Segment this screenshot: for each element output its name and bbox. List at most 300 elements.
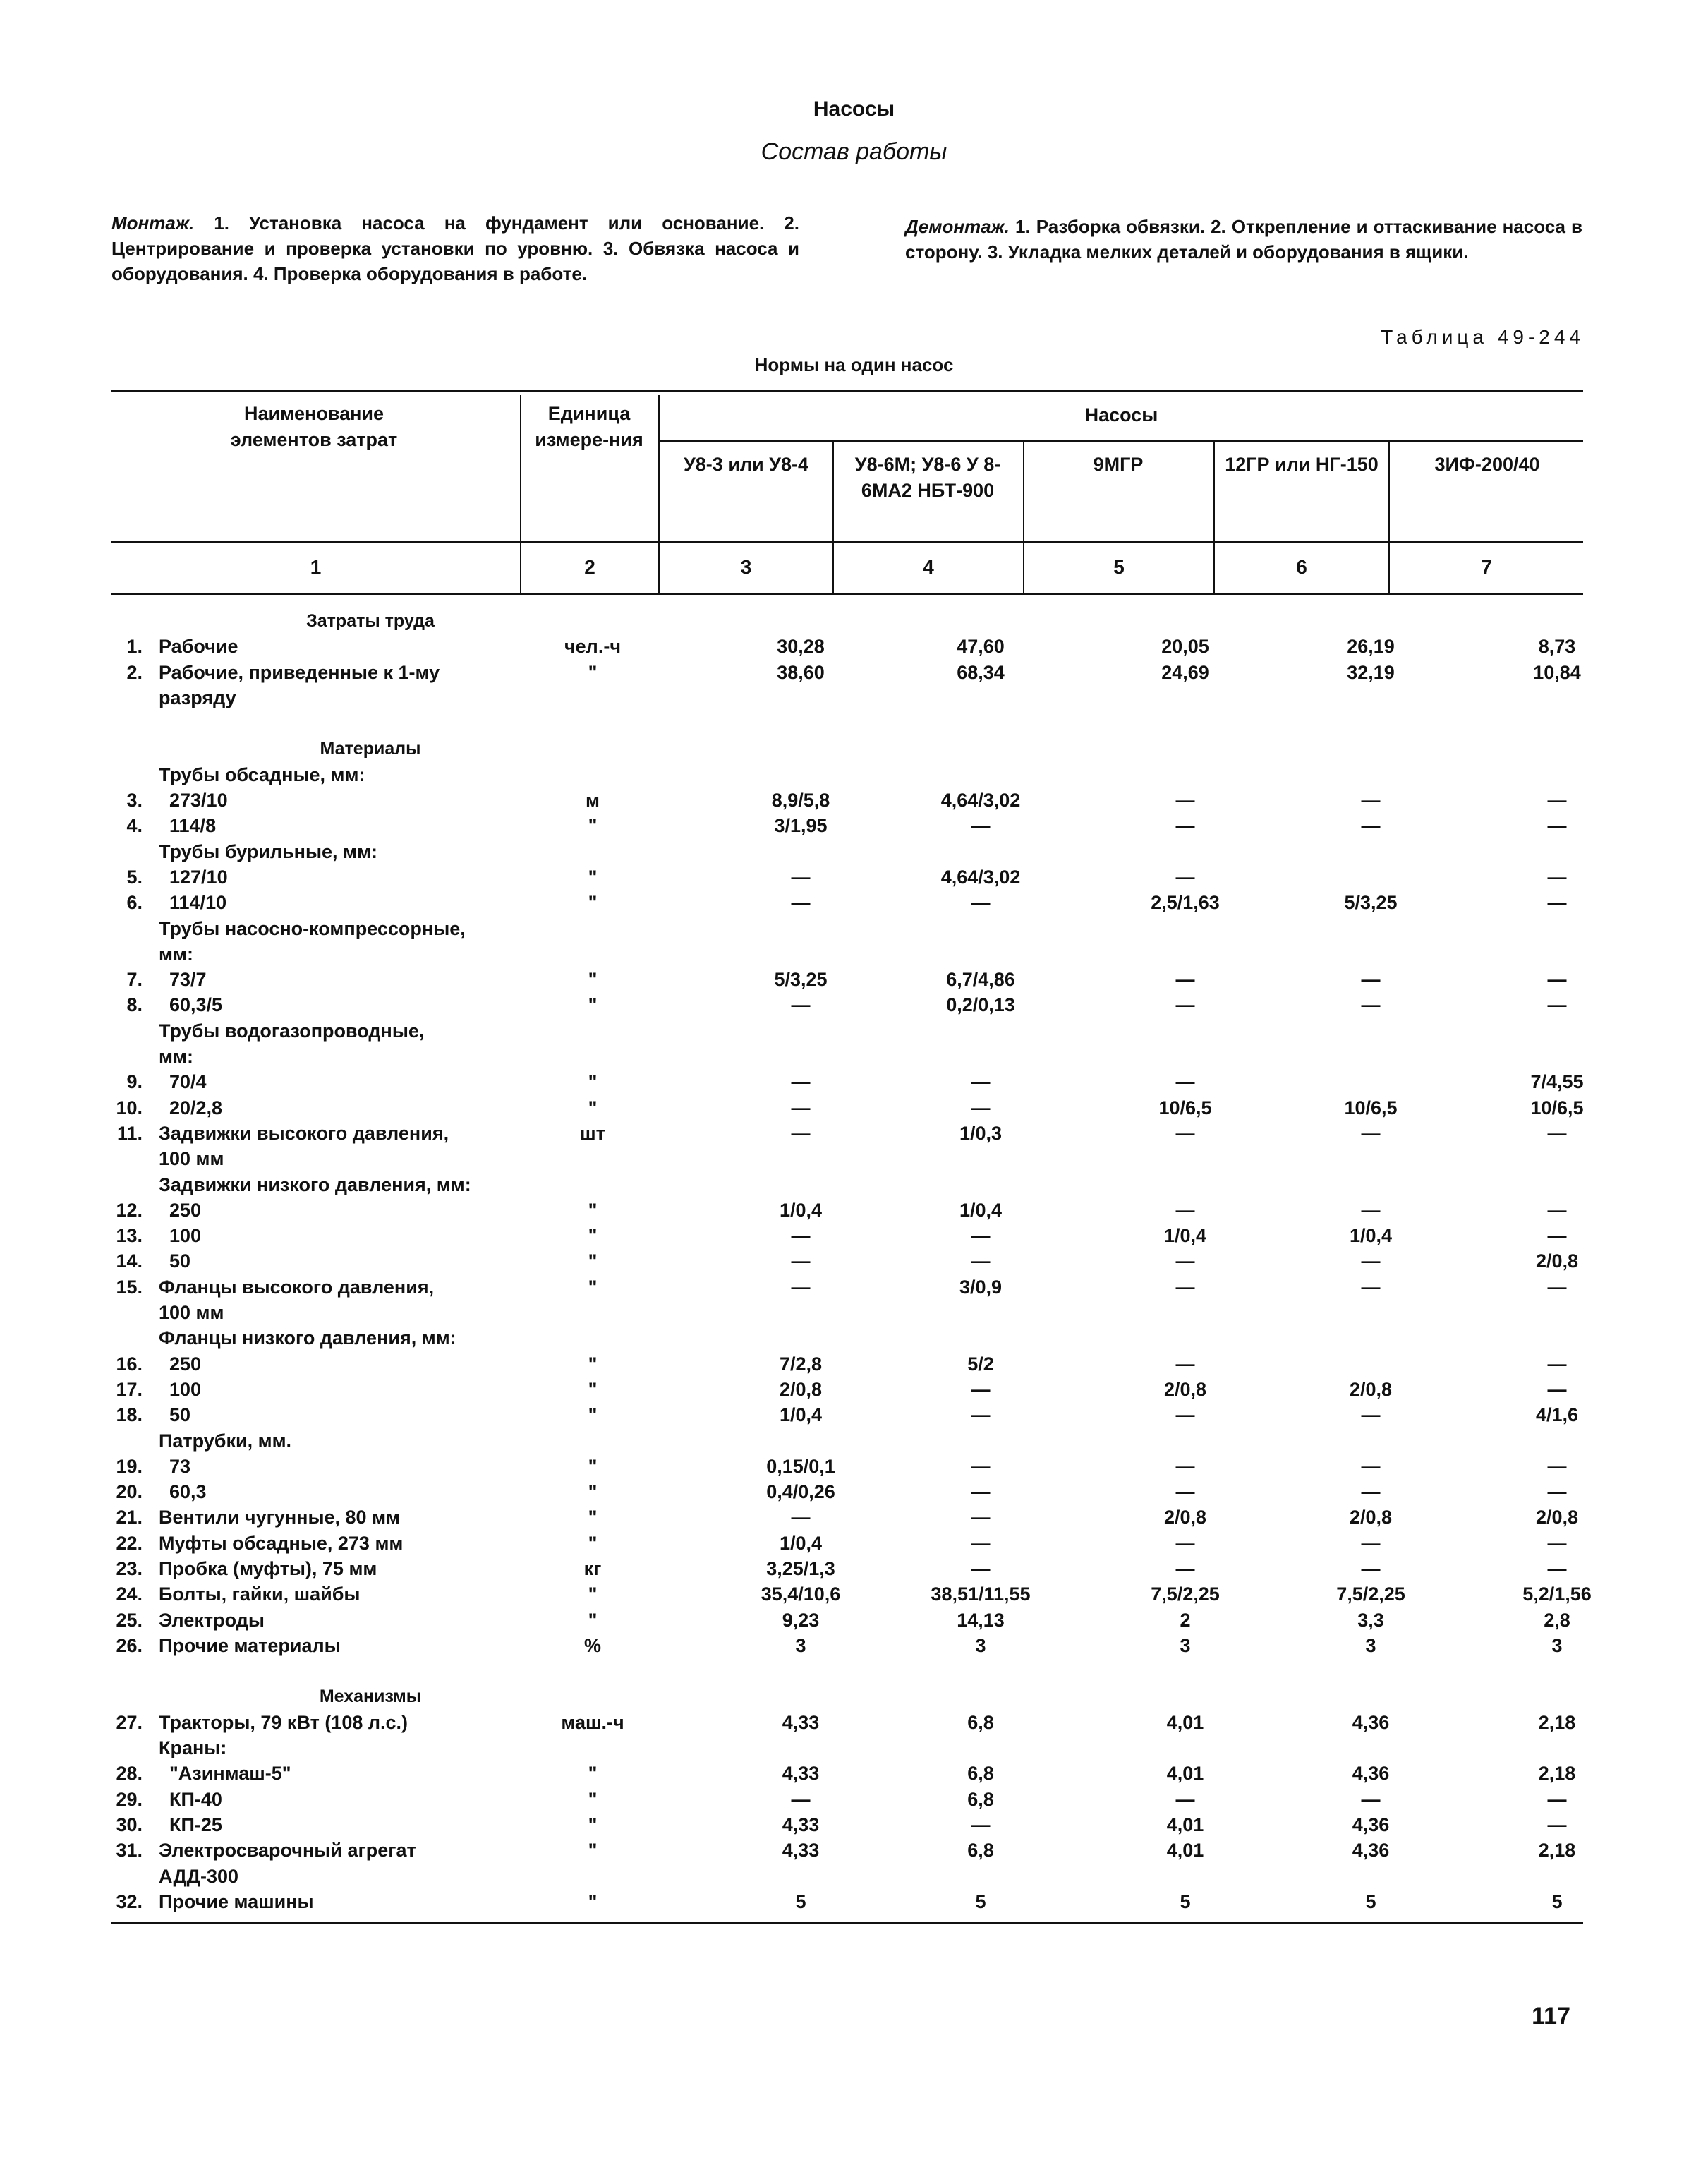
- table-row: [106, 1607, 1587, 1633]
- table-row: [106, 890, 1587, 915]
- row-name: 250: [159, 1199, 202, 1221]
- row-value-col-3: —: [791, 1225, 811, 1247]
- header-name-column: Наименование элементов затрат: [230, 403, 398, 450]
- row-unit: ": [588, 1890, 598, 1912]
- row-value-col-5: 2: [1180, 1609, 1191, 1631]
- row-value-col-7: 2,8: [1544, 1609, 1570, 1631]
- row-name: Фланцы низкого давления, мм:: [159, 1327, 456, 1349]
- table-row: [106, 1428, 1587, 1454]
- row-value-col-7: 8,73: [1538, 636, 1576, 658]
- row-value-col-7: 2,18: [1538, 1840, 1576, 1862]
- header-pumps-group: Насосы: [1084, 404, 1158, 426]
- row-unit: чел.-ч: [564, 636, 621, 658]
- row-name: Болты, гайки, шайбы: [159, 1583, 361, 1605]
- row-number: 18.: [116, 1404, 143, 1426]
- row-value-col-3: —: [791, 892, 811, 914]
- row-value-col-3: 38,60: [777, 661, 825, 683]
- page-subtitle: Состав работы: [761, 138, 947, 165]
- row-value-col-5: 2,5/1,63: [1151, 892, 1220, 914]
- table-row: [106, 1479, 1587, 1504]
- row-value-col-3: 3,25/1,3: [766, 1557, 835, 1579]
- row-unit: ": [588, 1225, 598, 1247]
- row-value-col-4: 3: [975, 1634, 986, 1656]
- row-value-col-3: —: [791, 1276, 811, 1298]
- row-value-col-6: —: [1361, 969, 1381, 991]
- row-value-col-5: —: [1175, 790, 1195, 811]
- row-name: КП-40: [159, 1788, 222, 1810]
- row-value-col-6: —: [1361, 815, 1381, 837]
- column-number: 5: [1113, 556, 1125, 578]
- table-row: [106, 1531, 1587, 1556]
- row-name: КП-25: [159, 1814, 222, 1835]
- row-number: 4.: [126, 815, 143, 837]
- row-value-col-6: 2/0,8: [1349, 1507, 1393, 1528]
- row-number: 5.: [126, 866, 143, 888]
- row-name: Прочие материалы: [159, 1634, 341, 1656]
- row-value-col-5: 4,01: [1166, 1840, 1204, 1862]
- row-value-col-4: —: [971, 892, 991, 914]
- row-value-col-5: 4,01: [1166, 1711, 1204, 1733]
- table-row: [106, 1402, 1587, 1428]
- norms-title: Нормы на один насос: [754, 354, 954, 375]
- row-unit: ": [588, 1455, 598, 1477]
- row-unit: ": [588, 1097, 598, 1118]
- row-value-col-4: —: [971, 1097, 991, 1118]
- row-value-col-6: 4,36: [1352, 1814, 1390, 1835]
- table-row: [106, 1581, 1592, 1607]
- row-value-col-5: 4,01: [1166, 1763, 1204, 1785]
- row-value-col-3: 7/2,8: [779, 1353, 823, 1375]
- section-row: [106, 736, 1587, 761]
- row-number: 31.: [116, 1840, 143, 1862]
- row-unit: шт: [580, 1122, 605, 1144]
- row-value-col-7: 3: [1551, 1634, 1563, 1656]
- table-row: [106, 1248, 1587, 1274]
- row-value-col-6: —: [1361, 1199, 1381, 1221]
- row-number: 20.: [116, 1481, 143, 1503]
- row-value-col-3: 1/0,4: [779, 1532, 823, 1554]
- demontazh-paragraph: [905, 214, 1582, 265]
- row-unit: ": [588, 969, 598, 991]
- row-value-col-6: 26,19: [1347, 636, 1395, 658]
- row-number: 7.: [126, 969, 143, 991]
- row-number: 13.: [116, 1225, 143, 1247]
- row-value-col-3: 4,33: [782, 1814, 820, 1835]
- row-value-col-3: 1/0,4: [779, 1404, 823, 1426]
- row-name: Рабочие, приведенные к 1-му: [159, 661, 440, 683]
- row-name: Трубы обсадные, мм:: [159, 764, 365, 785]
- row-value-col-3: —: [791, 866, 811, 888]
- section-title: Затраты труда: [306, 611, 435, 631]
- row-unit: ": [588, 1840, 598, 1862]
- row-value-col-4: —: [971, 1814, 991, 1835]
- row-number: 16.: [116, 1353, 143, 1375]
- row-value-col-7: —: [1547, 1225, 1567, 1247]
- row-value-col-5: 24,69: [1161, 661, 1209, 683]
- row-value-col-4: 6,8: [967, 1711, 994, 1733]
- row-value-col-5: —: [1175, 1481, 1195, 1503]
- row-name: Патрубки, мм.: [159, 1430, 292, 1452]
- table-row: [106, 1633, 1587, 1658]
- table-row: [106, 1812, 1587, 1838]
- row-name: 50: [159, 1404, 191, 1426]
- row-name: Трубы бурильные, мм:: [159, 840, 377, 862]
- row-value-col-7: —: [1547, 1276, 1567, 1298]
- row-number: 11.: [116, 1122, 143, 1144]
- row-value-col-4: —: [971, 1225, 991, 1247]
- row-value-col-5: 1/0,4: [1163, 1225, 1207, 1247]
- row-name: 100: [159, 1378, 202, 1400]
- row-name: 50: [159, 1250, 191, 1272]
- row-number: 26.: [116, 1634, 143, 1656]
- row-name: 114/8: [159, 815, 217, 837]
- table-row: [106, 1377, 1587, 1402]
- row-name: Электросварочный агрегат: [159, 1840, 416, 1862]
- row-value-col-5: —: [1175, 1532, 1195, 1554]
- row-value-col-7: —: [1547, 892, 1567, 914]
- row-value-col-5: —: [1175, 1404, 1195, 1426]
- row-value-col-4: —: [971, 1557, 991, 1579]
- row-name: 100 мм: [159, 1302, 224, 1324]
- table-body: [106, 608, 1592, 1914]
- row-value-col-4: 47,60: [957, 636, 1005, 658]
- row-value-col-6: —: [1361, 790, 1381, 811]
- row-value-col-3: 0,4/0,26: [766, 1481, 835, 1503]
- row-value-col-5: 2/0,8: [1163, 1378, 1207, 1400]
- row-number: 8.: [126, 994, 143, 1016]
- row-value-col-4: 5: [975, 1890, 986, 1912]
- row-unit: ": [588, 994, 598, 1016]
- table-row: [106, 1454, 1587, 1479]
- row-value-col-7: 5: [1551, 1890, 1563, 1912]
- row-number: 15.: [116, 1276, 143, 1298]
- row-value-col-6: —: [1361, 1532, 1381, 1554]
- header-unit-column: Единица измере-ния: [535, 403, 643, 450]
- row-value-col-7: 10/6,5: [1530, 1097, 1584, 1118]
- row-name: Трубы насосно-компрессорные,: [159, 917, 466, 939]
- row-value-col-7: —: [1547, 1353, 1567, 1375]
- row-value-col-5: —: [1175, 1353, 1195, 1375]
- row-value-col-6: 2/0,8: [1349, 1378, 1393, 1400]
- table-row: [106, 967, 1587, 992]
- row-value-col-6: —: [1361, 1122, 1381, 1144]
- row-number: 29.: [116, 1788, 143, 1810]
- section-title: Материалы: [320, 739, 421, 759]
- table-row: [106, 1300, 1587, 1325]
- row-value-col-7: —: [1547, 969, 1567, 991]
- row-value-col-3: —: [791, 1122, 811, 1144]
- row-number: 25.: [116, 1609, 143, 1631]
- row-value-col-7: —: [1547, 790, 1567, 811]
- row-value-col-3: 5: [795, 1890, 806, 1912]
- table-row: [106, 1735, 1587, 1761]
- column-number: 6: [1296, 556, 1307, 578]
- row-value-col-6: —: [1361, 994, 1381, 1016]
- table-row: [106, 1044, 1587, 1069]
- row-number: 19.: [116, 1455, 143, 1477]
- row-value-col-6: 7,5/2,25: [1336, 1583, 1405, 1605]
- row-value-col-3: 3/1,95: [774, 815, 828, 837]
- row-value-col-4: 0,2/0,13: [946, 994, 1015, 1016]
- numbers-bottom-rule: [111, 593, 1583, 595]
- row-value-col-5: —: [1175, 866, 1195, 888]
- row-name: Пробка (муфты), 75 мм: [159, 1557, 377, 1579]
- row-value-col-4: 6,8: [967, 1763, 994, 1785]
- row-unit: ": [588, 892, 598, 914]
- row-value-col-6: 4,36: [1352, 1711, 1390, 1733]
- row-value-col-7: 2,18: [1538, 1711, 1576, 1733]
- row-unit: маш.-ч: [561, 1711, 624, 1733]
- row-value-col-7: 2,18: [1538, 1763, 1576, 1785]
- row-unit: ": [588, 1788, 598, 1810]
- row-unit: ": [588, 866, 598, 888]
- row-value-col-5: —: [1175, 969, 1195, 991]
- table-row: [106, 992, 1587, 1018]
- row-unit: м: [586, 790, 600, 811]
- row-value-col-3: 30,28: [777, 636, 825, 658]
- row-value-col-4: 6,7/4,86: [946, 969, 1015, 991]
- row-value-col-7: —: [1547, 1122, 1567, 1144]
- row-value-col-4: 6,8: [967, 1788, 994, 1810]
- row-value-col-6: 4,36: [1352, 1763, 1390, 1785]
- table-label: Таблица 49-244: [1381, 326, 1585, 348]
- spacer-row: [106, 1658, 1587, 1684]
- column-number: 7: [1481, 556, 1492, 578]
- montazh-paragraph: [111, 210, 799, 286]
- row-value-col-7: —: [1547, 1199, 1567, 1221]
- row-value-col-5: —: [1175, 1788, 1195, 1810]
- row-number: 24.: [116, 1583, 143, 1605]
- row-number: 3.: [126, 790, 143, 811]
- table-row: [106, 1556, 1587, 1581]
- row-value-col-4: —: [971, 1071, 991, 1093]
- row-value-col-5: 3: [1180, 1634, 1191, 1656]
- row-unit: ": [588, 661, 598, 683]
- row-value-col-7: 4/1,6: [1535, 1404, 1579, 1426]
- row-value-col-7: —: [1547, 1455, 1567, 1477]
- row-name: Прочие машины: [159, 1890, 314, 1912]
- row-unit: ": [588, 1507, 598, 1528]
- row-name: мм:: [159, 1046, 193, 1068]
- row-value-col-3: 2/0,8: [779, 1378, 823, 1400]
- row-number: 30.: [116, 1814, 143, 1835]
- row-value-col-6: 32,19: [1347, 661, 1395, 683]
- row-number: 28.: [116, 1763, 143, 1785]
- row-value-col-4: 1/0,3: [959, 1122, 1003, 1144]
- row-value-col-7: 5,2/1,56: [1522, 1583, 1592, 1605]
- row-value-col-7: —: [1547, 866, 1567, 888]
- row-name: Задвижки высокого давления,: [159, 1122, 449, 1144]
- row-value-col-6: —: [1361, 1788, 1381, 1810]
- row-value-col-3: —: [791, 1071, 811, 1093]
- row-unit: ": [588, 1199, 598, 1221]
- row-name: 60,3/5: [159, 994, 223, 1016]
- header-pump-5: 3ИФ-200/40: [1434, 454, 1540, 475]
- row-unit: кг: [583, 1557, 602, 1579]
- row-value-col-3: 1/0,4: [779, 1199, 823, 1221]
- section-row: [106, 608, 1587, 634]
- row-name: 73/7: [159, 969, 207, 991]
- row-value-col-6: —: [1361, 1481, 1381, 1503]
- row-name: 20/2,8: [159, 1097, 223, 1118]
- row-value-col-6: 3,3: [1357, 1609, 1384, 1631]
- row-number: 32.: [116, 1890, 143, 1912]
- row-value-col-7: —: [1547, 1788, 1567, 1810]
- row-value-col-5: 10/6,5: [1158, 1097, 1212, 1118]
- table-row: [106, 1197, 1587, 1223]
- row-value-col-3: 4,33: [782, 1763, 820, 1785]
- table-row: [106, 1710, 1587, 1735]
- row-unit: ": [588, 1609, 598, 1631]
- column-number: 1: [310, 556, 322, 578]
- row-number: 22.: [116, 1532, 143, 1554]
- row-value-col-5: —: [1175, 1557, 1195, 1579]
- table-row: [106, 916, 1587, 941]
- row-value-col-6: 5/3,25: [1344, 892, 1398, 914]
- table-row: [106, 1864, 1587, 1889]
- row-unit: ": [588, 1276, 598, 1298]
- row-name: Трубы водогазопроводные,: [159, 1020, 425, 1042]
- row-value-col-6: —: [1361, 1557, 1381, 1579]
- row-value-col-5: 4,01: [1166, 1814, 1204, 1835]
- row-name: Электроды: [159, 1609, 265, 1631]
- row-name: 250: [159, 1353, 202, 1375]
- row-name: Рабочие: [159, 636, 238, 658]
- row-value-col-3: 4,33: [782, 1840, 820, 1862]
- row-name: мм:: [159, 943, 193, 965]
- row-value-col-4: —: [971, 815, 991, 837]
- row-value-col-3: 9,23: [782, 1609, 820, 1631]
- table-bottom-rule: [111, 1922, 1583, 1924]
- row-value-col-4: —: [971, 1507, 991, 1528]
- row-name: 60,3: [159, 1481, 207, 1503]
- row-name: "Азинмаш-5": [159, 1763, 291, 1785]
- row-value-col-5: —: [1175, 994, 1195, 1016]
- column-number: 4: [923, 556, 934, 578]
- header-pump-2: У8-6М; У8-6 У 8-6МА2 НБТ-900: [854, 454, 1001, 501]
- row-name: 73: [159, 1455, 191, 1477]
- row-value-col-7: —: [1547, 815, 1567, 837]
- section-row: [106, 1684, 1587, 1709]
- row-value-col-4: 38,51/11,55: [931, 1583, 1031, 1605]
- row-unit: ": [588, 1532, 598, 1554]
- section-title: Механизмы: [319, 1687, 422, 1707]
- row-number: 9.: [126, 1071, 143, 1093]
- row-value-col-4: —: [971, 1532, 991, 1554]
- row-value-col-5: 2/0,8: [1163, 1507, 1207, 1528]
- demontazh-text: 1. Разборка обвязки. 2. Открепление и оттаскивание насоса в сторону. 3. Укладка мелких деталей и оборудования в ящики.: [905, 216, 1582, 263]
- row-number: 21.: [116, 1507, 143, 1528]
- table-row: [106, 1018, 1587, 1044]
- row-name: 100: [159, 1225, 202, 1247]
- row-value-col-6: 5: [1365, 1890, 1376, 1912]
- table-row: [106, 660, 1587, 685]
- row-name: Краны:: [159, 1737, 227, 1759]
- row-unit: %: [583, 1634, 601, 1656]
- montazh-label: Монтаж.: [111, 212, 195, 234]
- row-value-col-4: 6,8: [967, 1840, 994, 1862]
- column-number: 2: [584, 556, 595, 578]
- row-value-col-6: 1/0,4: [1349, 1225, 1393, 1247]
- row-value-col-4: 14,13: [957, 1609, 1005, 1631]
- page-number: 117: [1532, 2003, 1570, 2029]
- row-value-col-5: —: [1175, 1250, 1195, 1272]
- row-value-col-4: 68,34: [957, 661, 1005, 683]
- row-unit: ": [588, 1763, 598, 1785]
- table-row: [106, 685, 1587, 711]
- row-value-col-4: 4,64/3,02: [940, 866, 1021, 888]
- row-unit: ": [588, 1583, 598, 1605]
- row-value-col-5: —: [1175, 815, 1195, 837]
- table-top-rule: [111, 390, 1583, 392]
- row-value-col-3: —: [791, 1788, 811, 1810]
- table-row: [106, 1146, 1587, 1171]
- row-value-col-6: —: [1361, 1455, 1381, 1477]
- row-name: Вентили чугунные, 80 мм: [159, 1507, 401, 1528]
- row-value-col-4: —: [971, 1455, 991, 1477]
- row-unit: ": [588, 1481, 598, 1503]
- table-row: [106, 1069, 1587, 1094]
- row-unit: ": [588, 1071, 598, 1093]
- table-row: [106, 839, 1587, 864]
- row-value-col-4: —: [971, 1481, 991, 1503]
- row-value-col-4: 1/0,4: [959, 1199, 1003, 1221]
- row-value-col-6: 4,36: [1352, 1840, 1390, 1862]
- row-value-col-7: 10,84: [1533, 661, 1581, 683]
- table-row: [106, 864, 1587, 890]
- row-value-col-3: 35,4/10,6: [761, 1583, 841, 1605]
- row-value-col-3: —: [791, 1250, 811, 1272]
- row-value-col-4: 3/0,9: [959, 1276, 1003, 1298]
- row-number: 12.: [116, 1199, 143, 1221]
- row-value-col-4: —: [971, 1404, 991, 1426]
- row-unit: ": [588, 1378, 598, 1400]
- row-value-col-4: 5/2: [967, 1353, 994, 1375]
- row-value-col-4: —: [971, 1378, 991, 1400]
- row-name: 273/10: [159, 790, 228, 811]
- row-name: Муфты обсадные, 273 мм: [159, 1532, 404, 1554]
- row-value-col-4: 4,64/3,02: [940, 790, 1021, 811]
- row-unit: ": [588, 1404, 598, 1426]
- row-number: 1.: [126, 636, 143, 658]
- row-value-col-7: 2/0,8: [1535, 1250, 1579, 1272]
- row-unit: ": [588, 1353, 598, 1375]
- row-value-col-3: 5/3,25: [774, 969, 828, 991]
- row-value-col-5: —: [1175, 1455, 1195, 1477]
- table-row: [106, 1121, 1587, 1146]
- row-value-col-3: —: [791, 1507, 811, 1528]
- row-unit: ": [588, 1250, 598, 1272]
- table-row: [106, 1095, 1587, 1121]
- table-row: [106, 1172, 1587, 1197]
- table-row: [106, 1787, 1587, 1812]
- table-row: [106, 1889, 1587, 1914]
- row-unit: ": [588, 1814, 598, 1835]
- row-number: 23.: [116, 1557, 143, 1579]
- header-bottom-rule: [111, 541, 1583, 543]
- table-row: [106, 634, 1587, 659]
- row-number: 27.: [116, 1711, 143, 1733]
- montazh-text: 1. Установка насоса на фундамент или основание. 2. Центрирование и проверка установки по уровню. 3. Обвязка насоса и оборудования. 4. Проверка оборудования в работе.: [111, 212, 799, 284]
- row-value-col-7: —: [1547, 1481, 1567, 1503]
- table-row: [106, 1838, 1587, 1863]
- row-value-col-7: —: [1547, 1378, 1567, 1400]
- row-name: Тракторы, 79 кВт (108 л.с.): [159, 1711, 408, 1733]
- demontazh-label: Демонтаж.: [905, 216, 1010, 237]
- pumps-group-rule: [660, 440, 1583, 442]
- row-value-col-5: —: [1175, 1199, 1195, 1221]
- row-value-col-6: —: [1361, 1276, 1381, 1298]
